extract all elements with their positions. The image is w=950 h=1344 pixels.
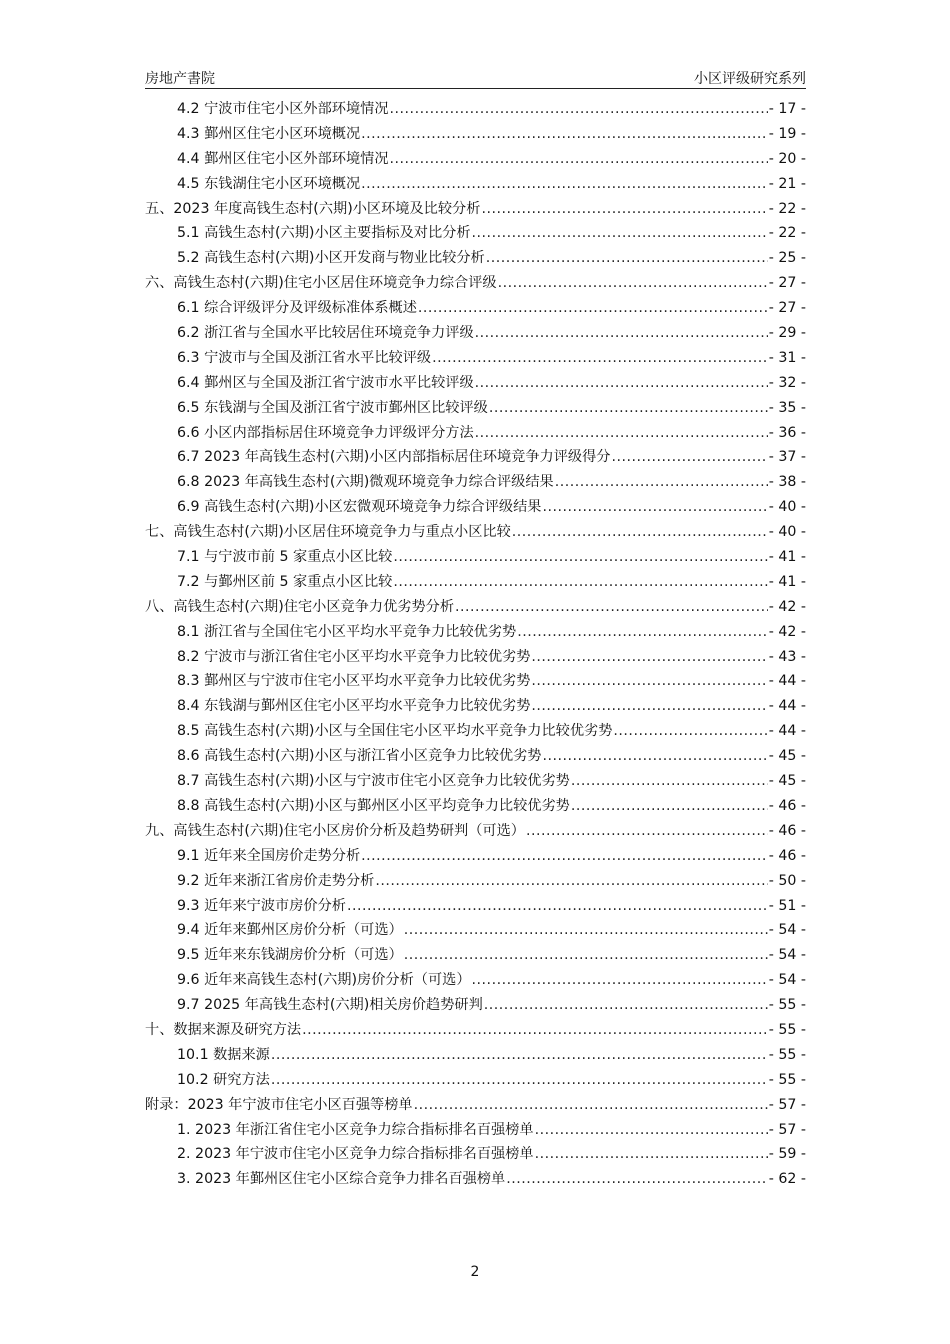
toc-entry[interactable] [145,397,806,422]
toc-entry-page: - 42 - [768,623,806,640]
toc-entry[interactable] [145,247,806,272]
toc-entry-page: - 19 - [768,125,806,142]
toc-entry[interactable] [145,222,806,247]
toc-entry-title: 6.5 东钱湖与全国及浙江省宁波市鄞州区比较评级 [177,399,488,416]
toc-entry[interactable] [145,720,806,745]
toc-entry-title: 八、高钱生态村(六期)住宅小区竞争力优劣势分析 [145,598,455,615]
toc-entry-title: 8.7 高钱生态村(六期)小区与宁波市住宅小区竞争力比较优劣势 [177,773,570,790]
toc-leader-dots [526,823,768,839]
toc-entry[interactable] [145,471,806,496]
toc-leader-dots [535,1146,768,1162]
toc-entry-title: 8.4 东钱湖与鄞州区住宅小区平均水平竞争力比较优劣势 [177,698,531,715]
toc-entry-page: - 35 - [768,399,806,416]
toc-entry-title: 10.2 研究方法 [177,1071,270,1088]
toc-leader-dots [472,225,768,241]
toc-entry[interactable] [145,1094,806,1119]
toc-entry[interactable] [145,272,806,297]
toc-leader-dots [375,873,767,889]
toc-leader-dots [404,947,768,963]
toc-leader-dots [571,798,768,814]
toc-entry[interactable] [145,596,806,621]
toc-entry-page: - 46 - [768,797,806,814]
toc-entry-title: 1. 2023 年浙江省住宅小区竞争力综合指标排名百强榜单 [177,1121,534,1138]
toc-entry[interactable] [145,1168,806,1193]
toc-entry[interactable] [145,919,806,944]
toc-entry-page: - 25 - [768,250,806,267]
toc-entry-title: 10.1 数据来源 [177,1046,270,1063]
toc-entry-title: 4.2 宁波市住宅小区外部环境情况 [177,101,389,117]
toc-leader-dots [390,101,768,117]
toc-entry-page: - 38 - [768,474,806,491]
toc-entry[interactable] [145,1044,806,1069]
toc-entry-page: - 57 - [768,1096,806,1113]
toc-entry-page: - 55 - [768,1071,806,1088]
toc-entry-title: 8.8 高钱生态村(六期)小区与鄞州区小区平均竞争力比较优劣势 [177,797,570,814]
toc-leader-dots [484,997,768,1013]
toc-entry-title: 9.6 近年来高钱生态村(六期)房价分析（可选） [177,972,471,989]
toc-entry[interactable] [145,845,806,870]
toc-entry-page: - 43 - [768,648,806,665]
toc-entry[interactable] [145,695,806,720]
toc-entry[interactable] [145,1119,806,1144]
toc-entry-page: - 55 - [768,997,806,1014]
toc-entry[interactable] [145,98,806,123]
toc-leader-dots [393,549,767,565]
toc-entry[interactable] [145,646,806,671]
toc-leader-dots [542,499,767,515]
toc-entry-page: - 32 - [768,374,806,391]
toc-entry-page: - 21 - [768,175,806,192]
header-series-title: 小区评级研究系列 [694,71,806,87]
toc-leader-dots [361,848,768,864]
toc-leader-dots [361,126,768,142]
toc-entry-page: - 54 - [768,947,806,964]
toc-leader-dots [512,524,768,540]
toc-entry[interactable] [145,795,806,820]
toc-entry-page: - 41 - [768,573,806,590]
toc-entry-page: - 55 - [768,1046,806,1063]
toc-entry-page: - 62 - [768,1171,806,1188]
toc-entry-title: 9.4 近年来鄞州区房价分析（可选） [177,922,403,939]
toc-leader-dots [498,275,768,291]
toc-entry-page: - 44 - [768,698,806,715]
toc-leader-dots [613,723,767,739]
toc-leader-dots [271,1072,768,1088]
toc-entry[interactable] [145,1069,806,1094]
toc-entry-title: 9.3 近年来宁波市房价分析 [177,897,346,914]
toc-leader-dots [418,300,768,316]
toc-entry[interactable] [145,173,806,198]
toc-entry-title: 五、2023 年度高钱生态村(六期)小区环境及比较分析 [145,200,481,217]
toc-leader-dots [347,898,768,914]
toc-entry-title: 2. 2023 年宁波市住宅小区竞争力综合指标排名百强榜单 [177,1146,534,1163]
toc-entry-page: - 51 - [768,897,806,914]
toc-entry-title: 十、数据来源及研究方法 [145,1021,302,1038]
toc-entry[interactable] [145,546,806,571]
toc-leader-dots [481,201,767,217]
toc-leader-dots [475,425,768,441]
toc-entry-title: 6.9 高钱生态村(六期)小区宏微观环境竞争力综合评级结果 [177,499,542,516]
toc-leader-dots [472,972,768,988]
toc-entry[interactable] [145,571,806,596]
toc-entry[interactable] [145,870,806,895]
toc-leader-dots [455,599,768,615]
toc-entry-title: 8.2 宁波市与浙江省住宅小区平均水平竞争力比较优劣势 [177,648,531,665]
toc-leader-dots [486,250,768,266]
toc-entry-title: 5.2 高钱生态村(六期)小区开发商与物业比较分析 [177,250,485,267]
toc-entry-title: 6.8 2023 年高钱生态村(六期)微观环境竞争力综合评级结果 [177,474,554,491]
toc-entry-title: 9.2 近年来浙江省房价走势分析 [177,872,375,889]
toc-entry[interactable] [145,496,806,521]
table-of-contents [145,98,806,1193]
toc-entry-title: 4.5 东钱湖住宅小区环境概况 [177,175,361,192]
toc-entry-page: - 59 - [768,1146,806,1163]
toc-entry-page: - 17 - [768,101,806,117]
header-publisher: 房地产書院 [145,71,215,87]
toc-leader-dots [414,1097,768,1113]
toc-entry-title: 8.5 高钱生态村(六期)小区与全国住宅小区平均水平竞争力比较优劣势 [177,723,613,740]
toc-entry-page: - 37 - [768,449,806,466]
toc-leader-dots [531,698,767,714]
toc-entry[interactable] [145,621,806,646]
toc-entry-page: - 36 - [768,424,806,441]
toc-entry[interactable] [145,895,806,920]
toc-entry-title: 6.7 2023 年高钱生态村(六期)小区内部指标居住环境竞争力评级得分 [177,449,611,466]
toc-entry-page: - 31 - [768,349,806,366]
toc-entry[interactable] [145,322,806,347]
toc-entry[interactable] [145,123,806,148]
toc-entry-page: - 27 - [768,300,806,317]
toc-leader-dots [535,1122,768,1138]
toc-entry-title: 8.6 高钱生态村(六期)小区与浙江省小区竞争力比较优劣势 [177,748,542,765]
toc-entry-page: - 46 - [768,822,806,839]
toc-leader-dots [393,574,767,590]
toc-leader-dots [542,748,767,764]
toc-entry-title: 附录：2023 年宁波市住宅小区百强等榜单 [145,1096,413,1113]
toc-entry-title: 七、高钱生态村(六期)小区居住环境竞争力与重点小区比较 [145,524,511,541]
toc-entry[interactable] [145,198,806,223]
toc-entry-page: - 22 - [768,200,806,217]
toc-leader-dots [432,350,768,366]
toc-entry-title: 8.3 鄞州区与宁波市住宅小区平均水平竞争力比较优劣势 [177,673,531,690]
toc-entry-title: 4.3 鄞州区住宅小区环境概况 [177,125,361,142]
toc-entry[interactable] [145,745,806,770]
toc-entry-title: 6.4 鄞州区与全国及浙江省宁波市水平比较评级 [177,374,474,391]
toc-entry-page: - 44 - [768,673,806,690]
page-number: 2 [470,1264,480,1280]
toc-entry-page: - 41 - [768,549,806,566]
toc-entry-page: - 44 - [768,723,806,740]
toc-leader-dots [404,922,768,938]
toc-leader-dots [531,673,767,689]
toc-entry-title: 8.1 浙江省与全国住宅小区平均水平竞争力比较优劣势 [177,623,517,640]
toc-entry-title: 6.1 综合评级评分及评级标准体系概述 [177,300,417,317]
toc-leader-dots [531,649,767,665]
toc-entry-title: 4.4 鄞州区住宅小区外部环境情况 [177,150,389,167]
toc-leader-dots [361,176,768,192]
toc-leader-dots [302,1022,768,1038]
toc-entry-page: - 40 - [768,499,806,516]
toc-entry-page: - 27 - [768,275,806,292]
toc-entry-title: 九、高钱生态村(六期)住宅小区房价分析及趋势研判（可选） [145,822,525,839]
toc-entry-title: 6.6 小区内部指标居住环境竞争力评级评分方法 [177,424,474,441]
toc-entry[interactable] [145,1143,806,1168]
toc-leader-dots [506,1171,767,1187]
toc-entry-title: 6.2 浙江省与全国水平比较居住环境竞争力评级 [177,325,474,342]
toc-entry-page: - 54 - [768,922,806,939]
toc-entry-title: 5.1 高钱生态村(六期)小区主要指标及对比分析 [177,225,471,242]
toc-entry[interactable] [145,521,806,546]
toc-leader-dots [475,375,768,391]
toc-leader-dots [475,325,768,341]
toc-leader-dots [390,151,768,167]
page-header [145,66,806,89]
toc-entry[interactable] [145,446,806,471]
toc-entry-page: - 54 - [768,972,806,989]
toc-entry[interactable] [145,944,806,969]
toc-leader-dots [271,1047,768,1063]
toc-entry-title: 6.3 宁波市与全国及浙江省水平比较评级 [177,349,432,366]
toc-entry[interactable] [145,1019,806,1044]
toc-leader-dots [517,624,767,640]
toc-entry-title: 3. 2023 年鄞州区住宅小区综合竞争力排名百强榜单 [177,1171,506,1188]
toc-entry-page: - 45 - [768,773,806,790]
toc-entry-page: - 55 - [768,1021,806,1038]
toc-entry[interactable] [145,969,806,994]
toc-entry-title: 六、高钱生态村(六期)住宅小区居住环境竞争力综合评级 [145,275,497,292]
toc-entry[interactable] [145,148,806,173]
toc-entry-title: 9.7 2025 年高钱生态村(六期)相关房价趋势研判 [177,997,483,1014]
toc-entry-title: 9.5 近年来东钱湖房价分析（可选） [177,947,403,964]
toc-entry-page: - 20 - [768,150,806,167]
toc-entry-page: - 40 - [768,524,806,541]
toc-entry[interactable] [145,994,806,1019]
toc-entry-page: - 50 - [768,872,806,889]
toc-entry-page: - 45 - [768,748,806,765]
toc-leader-dots [555,474,768,490]
toc-entry[interactable] [145,770,806,795]
toc-entry[interactable] [145,372,806,397]
toc-leader-dots [489,400,768,416]
toc-entry[interactable] [145,347,806,372]
toc-entry[interactable] [145,422,806,447]
toc-entry[interactable] [145,297,806,322]
toc-leader-dots [571,773,768,789]
toc-entry-title: 9.1 近年来全国房价走势分析 [177,847,361,864]
toc-entry-title: 7.1 与宁波市前 5 家重点小区比较 [177,549,393,566]
toc-leader-dots [611,449,767,465]
toc-entry-page: - 57 - [768,1121,806,1138]
toc-entry[interactable] [145,670,806,695]
toc-entry-page: - 46 - [768,847,806,864]
toc-entry-page: - 22 - [768,225,806,242]
toc-entry-title: 7.2 与鄞州区前 5 家重点小区比较 [177,573,393,590]
toc-entry[interactable] [145,820,806,845]
toc-entry-page: - 42 - [768,598,806,615]
toc-entry-page: - 29 - [768,325,806,342]
